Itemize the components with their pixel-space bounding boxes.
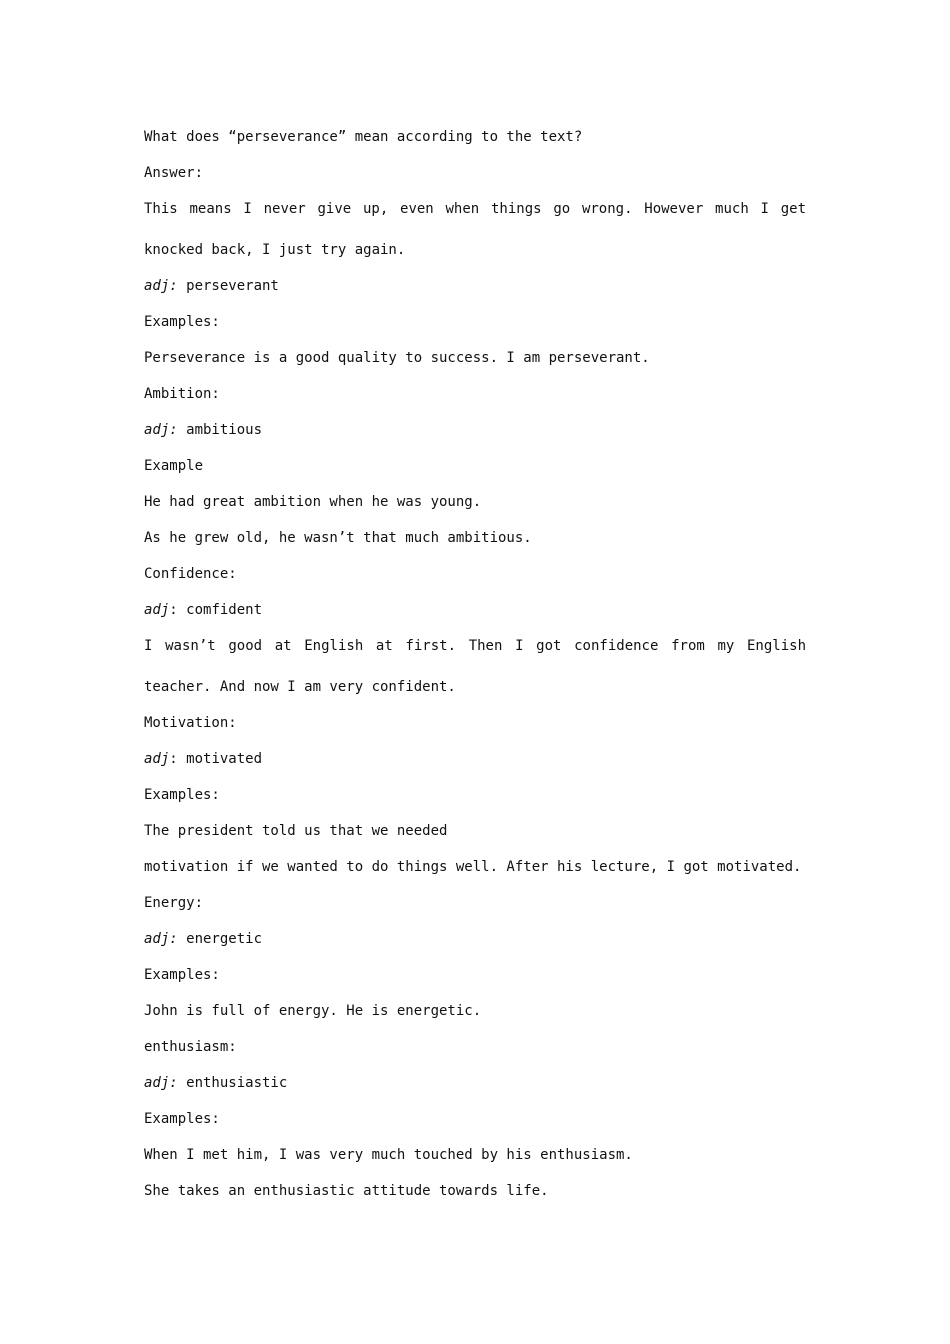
adj-word: : motivated: [169, 751, 263, 767]
example-sentence-line-2: teacher. And now I am very confident.: [144, 679, 456, 695]
examples-label: Examples:: [144, 314, 220, 330]
term-heading-enthusiasm: enthusiasm:: [144, 1039, 237, 1055]
example-sentence: As he grew old, he wasn’t that much ambitious.: [144, 530, 532, 546]
answer-label: Answer:: [144, 165, 204, 181]
adj-label: adj: [144, 751, 170, 767]
adj-label: adj:: [144, 278, 178, 294]
example-sentence: When I met him, I was very much touched by his enthusiasm.: [144, 1147, 633, 1163]
adj-word: energetic: [177, 931, 263, 947]
adj-line-perseverant: [144, 277, 279, 295]
example-sentence-line-1: I wasn’t good at English at first. Then I got confidence from my English: [144, 638, 806, 654]
adj-label: adj: [144, 602, 170, 618]
examples-label: Examples:: [144, 787, 220, 803]
example-sentence: motivation if we wanted to do things well. After his lecture, I got motivated.: [144, 859, 802, 875]
answer-text-line-2: knocked back, I just try again.: [144, 242, 406, 258]
examples-label: Examples:: [144, 967, 220, 983]
adj-word: ambitious: [177, 422, 263, 438]
example-sentence: He had great ambition when he was young.: [144, 494, 482, 510]
example-sentence: John is full of energy. He is energetic.: [144, 1003, 482, 1019]
examples-label: Examples:: [144, 1111, 220, 1127]
adj-line-enthusiastic: [144, 1074, 287, 1092]
adj-line-energetic: [144, 930, 262, 948]
example-sentence: Perseverance is a good quality to success. I am perseverant.: [144, 350, 650, 366]
adj-label: adj:: [144, 422, 178, 438]
term-heading-ambition: Ambition:: [144, 386, 220, 402]
adj-line-ambitious: [144, 421, 262, 439]
adj-label: adj:: [144, 931, 178, 947]
adj-word: perseverant: [177, 278, 279, 294]
adj-word: enthusiastic: [177, 1075, 288, 1091]
example-label: Example: [144, 458, 204, 474]
adj-line-motivated: [144, 750, 262, 768]
term-heading-energy: Energy:: [144, 895, 204, 911]
term-heading-motivation: Motivation:: [144, 715, 237, 731]
term-heading-confidence: Confidence:: [144, 566, 237, 582]
adj-word: : comfident: [169, 602, 263, 618]
question-line: What does “perseverance” mean according to the text?: [144, 129, 583, 145]
adj-line-comfident: [144, 601, 262, 619]
example-sentence: She takes an enthusiastic attitude towards life.: [144, 1183, 549, 1199]
example-sentence: The president told us that we needed: [144, 823, 448, 839]
answer-text-line-1: This means I never give up, even when things go wrong. However much I get: [144, 201, 806, 217]
adj-label: adj:: [144, 1075, 178, 1091]
